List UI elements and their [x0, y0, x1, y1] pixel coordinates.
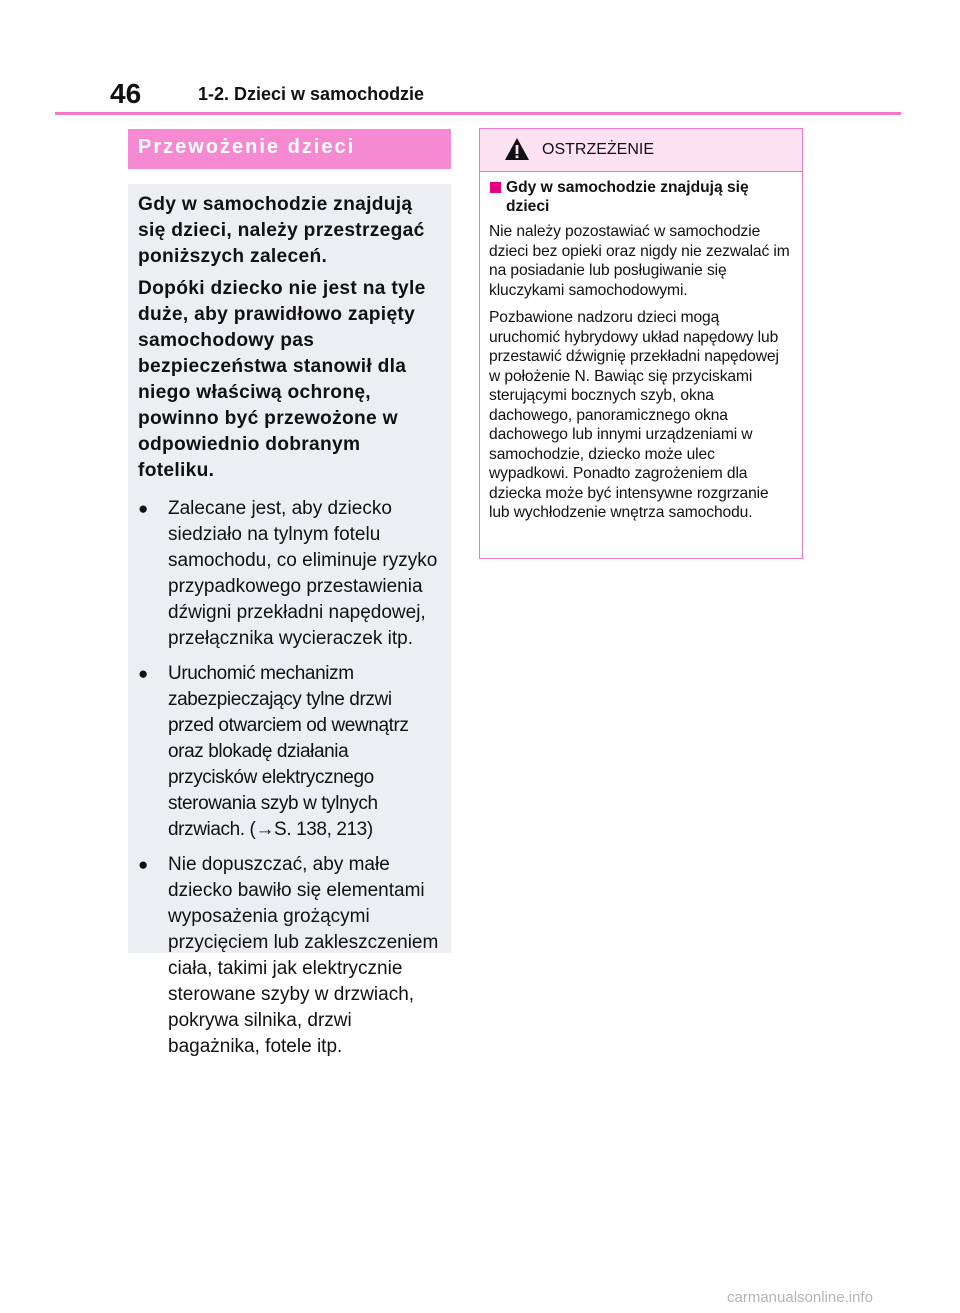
warning-box [479, 128, 803, 559]
bullet-text: Zalecane jest, aby dziecko siedziało na tylnym fotelu samochodu, co eliminuje ryzyko przypadkowego przestawienia dźwigni przekładni napędowej, przełącznika wycieraczek itp. [168, 498, 438, 649]
info-box [128, 184, 451, 1057]
warning-subheading-text: Gdy w samochodzie znajdują się dzieci [506, 179, 749, 215]
section-heading: Przewożenie dzieci [128, 129, 451, 169]
intro-paragraph: Dopóki dziecko nie jest na tyle duże, aby prawidłowo zapięty samochodowy pas bezpieczeństwa stanowił dla niego właściwą ochronę, powinno być przewożone w odpowiednio dobranym foteliku. [138, 278, 426, 481]
bullet-icon: ● [138, 499, 149, 518]
intro-paragraph: Gdy w samochodzie znajdują się dzieci, należy przestrzegać poniższych zaleceń. [138, 194, 425, 267]
watermark: carmanualsonline.info [727, 1289, 873, 1306]
warning-body [480, 172, 802, 523]
page-number: 46 [110, 78, 142, 109]
chapter-title: 1-2. Dzieci w samochodzie [198, 84, 425, 104]
warning-paragraph: Pozbawione nadzoru dzieci mogą uruchomić hybrydowy układ napędowy lub przestawić dźwignię przekładni napędowej w położenie N. Bawiąc się przyciskami sterującymi bocznych szyb, okna dachowego, panoramicznego okna dachowego lub innymi urządzeniami w samochodzie, dziecko może ulec wypadkowi. Ponadto zagrożeniem dla dziecka może być intensywne rozgrzanie lub wychłodzenie wnętrza samochodu. [489, 309, 779, 521]
bullet-item [138, 852, 441, 1060]
bullet-icon: ● [138, 664, 149, 683]
bullet-icon: ● [138, 855, 149, 874]
warning-header [480, 129, 802, 172]
bullet-item [138, 661, 441, 843]
bullet-text: Uruchomić mechanizm zabezpieczający tylne drzwi przed otwarciem od wewnątrz oraz blokadę działania przycisków elektrycznego sterowania szyb w tylnych drzwiach. (→S. 138, 213) [168, 663, 409, 840]
warning-subheading [489, 178, 792, 216]
header-rule [55, 112, 901, 115]
bullet-item [138, 496, 441, 652]
square-bullet-icon [490, 182, 501, 193]
bullet-text: Nie dopuszczać, aby małe dziecko bawiło się elementami wyposażenia grożącymi przycięciem lub zakleszczeniem ciała, takimi jak elektrycznie sterowane szyby w drzwiach, pokrywa silnika, drzwi bagażnika, fotele itp. [168, 854, 439, 1057]
warning-triangle-icon [504, 137, 530, 166]
warning-title: OSTRZEŻENIE [542, 141, 655, 158]
warning-paragraph: Nie należy pozostawiać w samochodzie dzieci bez opieki oraz nigdy nie zezwalać im na posiadanie lub posługiwanie się kluczykami samochodowymi. [489, 223, 790, 299]
